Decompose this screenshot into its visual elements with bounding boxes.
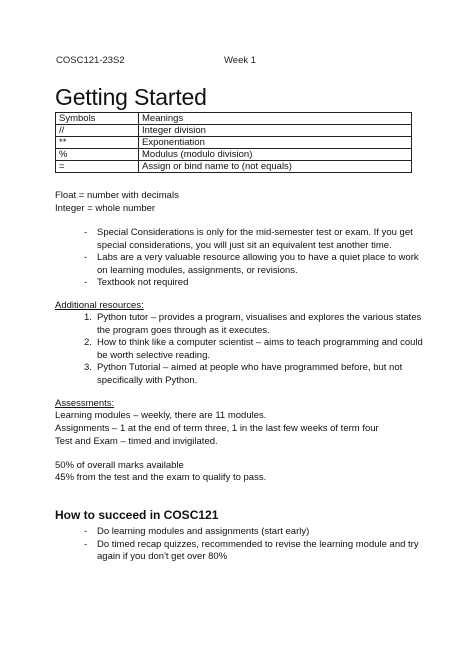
table-row <box>56 161 412 173</box>
list-item: 3. Python Tutorial – aimed at people who have programmed before, but not specifically with Python. <box>84 362 403 386</box>
symbol-cell: ** <box>56 137 139 149</box>
assessment-line: Assignments – 1 at the end of term three, 1 in the last few weeks of term four <box>55 423 379 434</box>
week-label: Week 1 <box>224 55 257 66</box>
symbol-cell: % <box>56 149 139 161</box>
list-item: - Textbook not required <box>84 277 189 289</box>
notes-list <box>84 227 424 290</box>
list-item: 1. Python tutor – provides a program, visualises and explores the various states the program goes through as it executes. <box>84 312 422 336</box>
table-row <box>56 149 412 161</box>
symbol-cell: = <box>56 161 139 173</box>
symbol-cell: // <box>56 125 139 137</box>
table-row <box>56 137 412 149</box>
success-list <box>84 526 424 564</box>
resources-list <box>84 312 424 388</box>
course-code: COSC121-23S2 <box>56 55 125 66</box>
additional-resources-heading: Additional resources: <box>55 300 144 311</box>
success-heading: How to succeed in COSC121 <box>55 508 219 522</box>
list-item: - Special Considerations is only for the mid-semester test or exam. If you get special considerations, you will just sit an equivalent test another time. <box>84 227 413 251</box>
table-row <box>56 125 412 137</box>
integer-definition: Integer = whole number <box>55 203 156 214</box>
table-header-row <box>56 113 412 125</box>
table-header-meanings: Meanings <box>139 113 412 125</box>
meaning-cell: Integer division <box>139 125 412 137</box>
table-header-symbols: Symbols <box>56 113 139 125</box>
symbols-table <box>55 112 412 173</box>
marks-line: 45% from the test and the exam to qualify to pass. <box>55 472 267 483</box>
meaning-cell: Assign or bind name to (not equals) <box>139 161 412 173</box>
assessment-line: Test and Exam – timed and invigilated. <box>55 436 218 447</box>
page-title: Getting Started <box>55 84 207 110</box>
list-item: - Do timed recap quizzes, recommended to revise the learning module and try again if you don't get over 80% <box>84 538 419 563</box>
list-item: - Do learning modules and assignments (start early) <box>84 526 310 537</box>
assessments-heading: Assessments: <box>55 398 115 409</box>
meaning-cell: Exponentiation <box>139 137 412 149</box>
meaning-cell: Modulus (modulo division) <box>139 149 412 161</box>
float-definition: Float = number with decimals <box>55 190 179 201</box>
marks-line: 50% of overall marks available <box>55 460 184 471</box>
list-item: 2. How to think like a computer scientist – aims to teach programming and could be worth selective reading. <box>84 337 423 361</box>
assessment-line: Learning modules – weekly, there are 11 modules. <box>55 410 267 421</box>
list-item: - Labs are a very valuable resource allowing you to have a quiet place to work on learning modules, assignments, or revisions. <box>84 252 419 276</box>
